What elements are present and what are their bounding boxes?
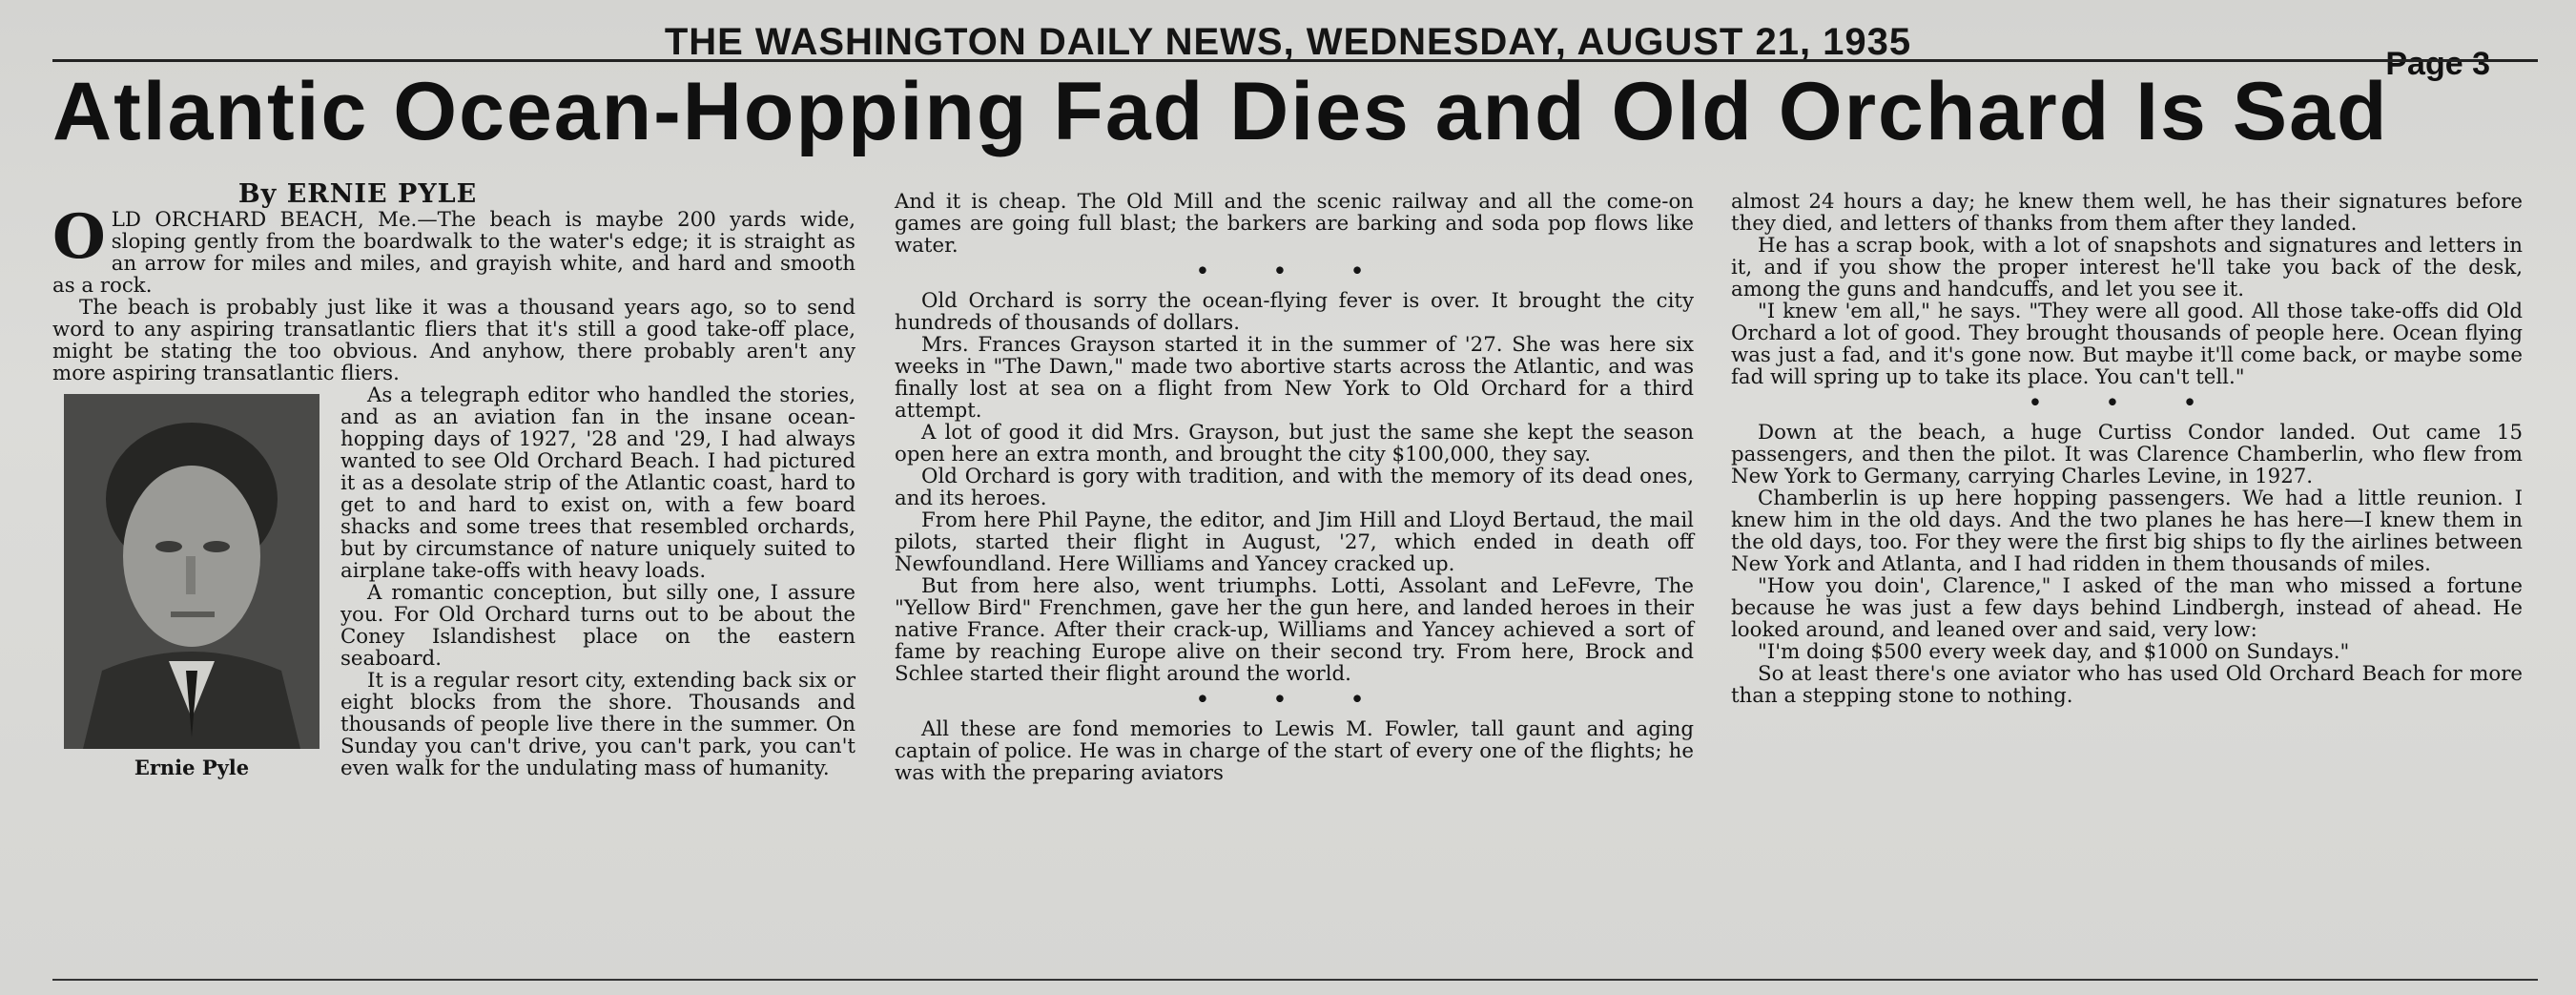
headline: Atlantic Ocean-Hopping Fad Dies and Old Orchard Is Sad — [52, 66, 2389, 157]
paragraph: And it is cheap. The Old Mill and the scenic railway and all the come-on games are going full blast; the barkers are barking and soda pop flows like water. — [895, 190, 1694, 258]
author-photo-block — [64, 394, 319, 778]
article-column-2 — [895, 191, 1694, 784]
article-column-1 — [52, 179, 855, 784]
paragraph: A lot of good it did Mrs. Grayson, but just the same she kept the season open here an extra month, and brought the city $100,000, they say. — [895, 421, 1694, 466]
masthead: THE WASHINGTON DAILY NEWS, WEDNESDAY, AUGUST 21, 1935 — [664, 21, 1912, 63]
author-photo — [64, 394, 319, 749]
paragraph: "How you doin', Clarence," I asked of the man who missed a fortune because he was just a few days behind Lindbergh, instead of ahead. He looked around, and leaned over and said, very low: — [1731, 574, 2523, 642]
drop-cap: O — [52, 201, 106, 273]
paragraph: almost 24 hours a day; he knew them well, he has their signatures before they died, and letters of thanks from them after they landed. — [1731, 190, 2523, 236]
paragraph: Chamberlin is up here hopping passengers. We had a little reunion. I knew him in the old days. And the two planes he has here—I knew them in the old days, too. For they were the first big ships to fly the airlines between New York and Atlanta, and I had ridden in them thousands of miles. — [1731, 487, 2523, 576]
photo-caption: Ernie Pyle — [134, 756, 250, 779]
portrait-image — [64, 394, 319, 749]
article-column-3 — [1731, 191, 2523, 707]
paragraph: The beach is probably just like it was a thousand years ago, so to send word to any aspiring transatlantic fliers that it's still a good take-off place, might be stating the too obvious. And anyhow, there probably aren't any more aspiring transatlantic fliers. — [52, 296, 855, 385]
bottom-rule — [52, 979, 2538, 981]
paragraph: But from here also, went triumphs. Lotti, Assolant and LeFevre, The "Yellow Bird" Frenchmen, gave her the gun here, and landed heroes in their native France. After their crack-up, Williams and Yancey achieved a sort of fame by reaching Europe alive on their second try. From here, Brock and Schlee started their flight around the world. — [895, 574, 1694, 686]
paragraph: Mrs. Frances Grayson started it in the summer of '27. She was here six weeks in "The Dawn," made two abortive starts across the Atlantic, and was finally lost at sea on a flight from New York to Old Orchard for a third attempt. — [895, 333, 1694, 423]
paragraph: So at least there's one aviator who has used Old Orchard Beach for more than a stepping stone to nothing. — [1731, 662, 2523, 708]
paragraph: Old Orchard is sorry the ocean-flying fever is over. It brought the city hundreds of thousands of dollars. — [895, 289, 1694, 335]
byline: By ERNIE PYLE — [237, 179, 478, 209]
paragraph: Down at the beach, a huge Curtiss Condor landed. Out came 15 passengers, and then the pilot. It was Clarence Chamberlin, who flew from New York to Germany, carrying Charles Levine, in 1927. — [1731, 421, 2523, 488]
paragraph: He has a scrap book, with a lot of snapshots and signatures and letters in it, and if you show the proper interest he'll take you back of the desk, among the guns and handcuffs, and let you see it. — [1731, 234, 2523, 301]
paragraph: It is a regular resort city, extending back six or eight blocks from the shore. Thousands and thousands of people live there in the summer. On Sunday you can't drive, you can't park, you can't even walk for the undulating mass of humanity. — [340, 669, 855, 780]
paragraph: "I knew 'em all," he says. "They were all good. All those take-offs did Old Orchard a lot of good. They brought thousands of people here. Ocean flying was just a fad, and it's gone now. But maybe it'll come back, or maybe some fad will spring up to take its place. You can't tell." — [1731, 300, 2523, 389]
section-separator: • • • — [2029, 391, 2225, 415]
masthead-rule — [52, 59, 2538, 62]
paragraph: "I'm doing $500 every week day, and $1000 on Sundays." — [1758, 640, 2350, 664]
paragraph: Old Orchard is gory with tradition, and with the memory of its dead ones, and its heroes. — [895, 465, 1694, 510]
paragraph: As a telegraph editor who handled the stories, and as an aviation fan in the insane ocean-hopping days of 1927, '28 and '29, I had always wanted to see Old Orchard Beach. I had pictured it as a desolate strip of the Atlantic coast, hard to get to and hard to exist on, with a few board shacks and some trees that resembled orchards, but by circumstance of nature uniquely suited to airplane take-offs with heavy loads. — [340, 383, 855, 583]
section-separator: • • • — [1196, 259, 1392, 283]
paragraph: All these are fond memories to Lewis M. Fowler, tall gaunt and aging captain of police. He was in charge of the start of every one of the flights; he was with the preparing aviators — [895, 717, 1694, 785]
paragraph: OLD ORCHARD BEACH, Me.—The beach is maybe 200 yards wide, sloping gently from the boardwalk to the water's edge; it is straight as an arrow for miles and miles, and grayish white, and hard and smooth as a rock. — [52, 201, 855, 298]
page-number: Page 3 — [2385, 46, 2490, 82]
section-separator: • • • — [1196, 688, 1392, 712]
paragraph: From here Phil Payne, the editor, and Jim Hill and Lloyd Bertaud, the mail pilots, started their flight in August, '27, which ended in death off Newfoundland. Here Williams and Yancey cracked up. — [895, 508, 1694, 576]
paragraph: A romantic conception, but silly one, I assure you. For Old Orchard turns out to be about the Coney Islandishest place on the eastern seaboard. — [340, 581, 855, 671]
